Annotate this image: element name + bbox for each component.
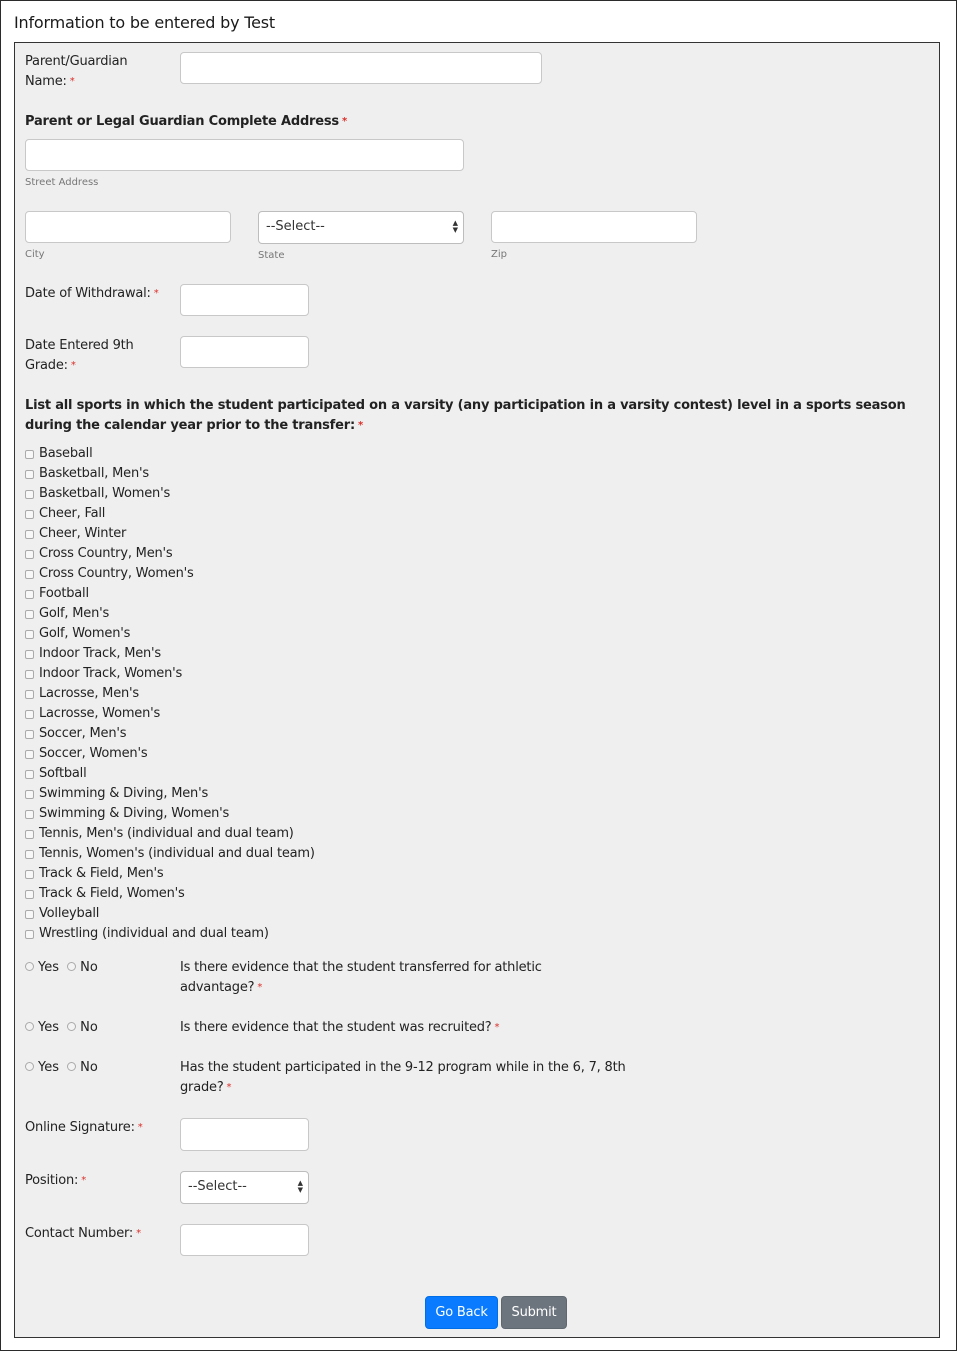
required-mark: *	[70, 360, 76, 371]
sport-checkbox-row[interactable]	[25, 504, 105, 524]
sport-checkbox-label: Basketball, Men's	[39, 466, 149, 481]
q1-radio-group: Yes No	[25, 958, 102, 978]
position-select[interactable]	[180, 1171, 309, 1204]
state-label: State	[258, 250, 285, 261]
city-label: City	[25, 249, 45, 260]
sport-checkbox[interactable]	[25, 930, 34, 939]
sport-checkbox[interactable]	[25, 750, 34, 759]
required-mark: *	[494, 1022, 500, 1033]
sport-checkbox-label: Golf, Men's	[39, 606, 110, 621]
entered-9th-grade-label: Date Entered 9th Grade: *	[25, 338, 134, 373]
required-mark: *	[136, 1228, 141, 1239]
q3-yes-radio[interactable]	[25, 1062, 34, 1071]
required-mark: *	[69, 76, 75, 87]
required-mark: *	[81, 1175, 87, 1186]
sport-checkbox-row[interactable]	[25, 804, 229, 824]
q1-no-radio[interactable]	[67, 962, 76, 971]
street-address-input[interactable]	[25, 139, 464, 171]
sport-checkbox-row[interactable]	[25, 704, 160, 724]
sport-checkbox[interactable]	[25, 850, 34, 859]
sports-question: List all sports in which the student participated on a varsity (any participation in a varsity contest) level in a sports season during the calendar year prior to the transfer: *	[25, 398, 906, 433]
contact-number-label: Contact Number: *	[25, 1226, 141, 1241]
required-mark: *	[257, 982, 263, 993]
sport-checkbox-row[interactable]	[25, 524, 126, 544]
position-select-value: --Select--	[188, 1179, 247, 1194]
sport-checkbox-row[interactable]	[25, 484, 170, 504]
sport-checkbox[interactable]	[25, 890, 34, 899]
state-select[interactable]	[258, 211, 464, 244]
sport-checkbox[interactable]	[25, 670, 34, 679]
required-mark: *	[357, 420, 363, 431]
required-mark: *	[226, 1082, 232, 1093]
sport-checkbox-row[interactable]	[25, 604, 109, 624]
submit-button[interactable]: Submit	[501, 1296, 567, 1329]
sport-checkbox-label: Lacrosse, Women's	[39, 706, 161, 721]
sport-checkbox-row[interactable]	[25, 664, 182, 684]
sport-checkbox-label: Indoor Track, Men's	[39, 646, 161, 661]
guardian-name-label: Parent/Guardian Name: *	[25, 54, 128, 89]
sport-checkbox-label: Tennis, Women's (individual and dual team)	[39, 846, 315, 861]
sport-checkbox-row[interactable]	[25, 824, 294, 844]
position-label: Position: *	[25, 1173, 87, 1188]
sport-checkbox-row[interactable]	[25, 684, 139, 704]
sport-checkbox-row[interactable]	[25, 464, 149, 484]
withdrawal-date-label: Date of Withdrawal: *	[25, 286, 159, 301]
zip-input[interactable]	[491, 211, 697, 243]
page-title: Information to be entered by Test	[14, 13, 275, 32]
sport-checkbox-row[interactable]	[25, 884, 185, 904]
sport-checkbox-row[interactable]	[25, 744, 147, 764]
q2-label: Is there evidence that the student was recruited? *	[180, 1020, 500, 1035]
sport-checkbox-label: Basketball, Women's	[39, 486, 171, 501]
q1-yes-radio[interactable]	[25, 962, 34, 971]
sport-checkbox-row[interactable]	[25, 924, 269, 944]
sport-checkbox-label: Swimming & Diving, Men's	[39, 786, 209, 801]
sport-checkbox[interactable]	[25, 650, 34, 659]
sport-checkbox-row[interactable]	[25, 764, 87, 784]
withdrawal-date-input[interactable]	[180, 284, 309, 316]
sport-checkbox[interactable]	[25, 910, 34, 919]
chevron-updown-icon: ▲ ▼	[452, 219, 458, 234]
street-address-label: Street Address	[25, 177, 99, 188]
signature-input[interactable]	[180, 1118, 309, 1151]
q2-yes-radio[interactable]	[25, 1022, 34, 1031]
sport-checkbox[interactable]	[25, 870, 34, 879]
sport-checkbox-label: Cross Country, Women's	[39, 566, 194, 581]
sport-checkbox-label: Soccer, Men's	[39, 726, 127, 741]
go-back-button[interactable]: Go Back	[425, 1296, 498, 1329]
sport-checkbox[interactable]	[25, 470, 34, 479]
sport-checkbox-label: Volleyball	[39, 906, 100, 921]
chevron-updown-icon: ▲ ▼	[297, 1179, 303, 1194]
sport-checkbox-row[interactable]	[25, 844, 315, 864]
sport-checkbox[interactable]	[25, 450, 34, 459]
sport-checkbox-row[interactable]	[25, 544, 172, 564]
signature-label: Online Signature: *	[25, 1120, 143, 1135]
sport-checkbox-row[interactable]	[25, 564, 194, 584]
sport-checkbox[interactable]	[25, 770, 34, 779]
sport-checkbox-label: Tennis, Men's (individual and dual team)	[39, 826, 294, 841]
sport-checkbox-row[interactable]	[25, 904, 99, 924]
q2-radio-group: Yes No	[25, 1018, 102, 1038]
required-mark: *	[153, 288, 159, 299]
sport-checkbox-label: Swimming & Diving, Women's	[39, 806, 230, 821]
q2-no-radio[interactable]	[67, 1022, 76, 1031]
sport-checkbox[interactable]	[25, 630, 34, 639]
sport-checkbox[interactable]	[25, 830, 34, 839]
sport-checkbox-label: Cheer, Fall	[39, 506, 106, 521]
sport-checkbox[interactable]	[25, 530, 34, 539]
sport-checkbox-row[interactable]	[25, 864, 164, 884]
city-input[interactable]	[25, 211, 231, 243]
state-select-value: --Select--	[266, 219, 325, 234]
sport-checkbox-row[interactable]	[25, 444, 93, 464]
sport-checkbox-label: Cross Country, Men's	[39, 546, 173, 561]
sport-checkbox-label: Golf, Women's	[39, 626, 131, 641]
sport-checkbox-label: Softball	[39, 766, 87, 781]
sport-checkbox-label: Track & Field, Men's	[39, 866, 164, 881]
q3-no-radio[interactable]	[67, 1062, 76, 1071]
sport-checkbox[interactable]	[25, 730, 34, 739]
sport-checkbox[interactable]	[25, 550, 34, 559]
sport-checkbox-label: Track & Field, Women's	[39, 886, 185, 901]
sport-checkbox-label: Football	[39, 586, 89, 601]
sport-checkbox[interactable]	[25, 570, 34, 579]
q3-label: Has the student participated in the 9-12 program while in the 6, 7, 8th grade? *	[180, 1060, 626, 1095]
sport-checkbox-label: Cheer, Winter	[39, 526, 127, 541]
sport-checkbox-row[interactable]	[25, 724, 126, 744]
q3-radio-group: Yes No	[25, 1058, 102, 1078]
sport-checkbox-row[interactable]	[25, 584, 89, 604]
sport-checkbox[interactable]	[25, 690, 34, 699]
contact-number-input[interactable]	[180, 1224, 309, 1256]
sport-checkbox-label: Soccer, Women's	[39, 746, 148, 761]
q1-label: Is there evidence that the student transferred for athletic advantage? *	[180, 960, 542, 995]
sport-checkbox[interactable]	[25, 810, 34, 819]
guardian-name-input[interactable]	[180, 52, 542, 84]
sport-checkbox-row[interactable]	[25, 644, 161, 664]
sport-checkbox-label: Indoor Track, Women's	[39, 666, 183, 681]
sport-checkbox-label: Wrestling (individual and dual team)	[39, 926, 269, 941]
sport-checkbox[interactable]	[25, 610, 34, 619]
sport-checkbox[interactable]	[25, 590, 34, 599]
zip-label: Zip	[491, 249, 507, 260]
sport-checkbox-label: Baseball	[39, 446, 93, 461]
sport-checkbox[interactable]	[25, 790, 34, 799]
sport-checkbox-row[interactable]	[25, 624, 130, 644]
required-mark: *	[341, 116, 347, 127]
sport-checkbox[interactable]	[25, 710, 34, 719]
sport-checkbox-label: Lacrosse, Men's	[39, 686, 139, 701]
sport-checkbox[interactable]	[25, 490, 34, 499]
address-heading: Parent or Legal Guardian Complete Address *	[25, 114, 347, 129]
form-panel	[14, 42, 940, 1338]
sport-checkbox[interactable]	[25, 510, 34, 519]
required-mark: *	[137, 1122, 143, 1133]
sport-checkbox-row[interactable]	[25, 784, 208, 804]
entered-9th-grade-input[interactable]	[180, 336, 309, 368]
